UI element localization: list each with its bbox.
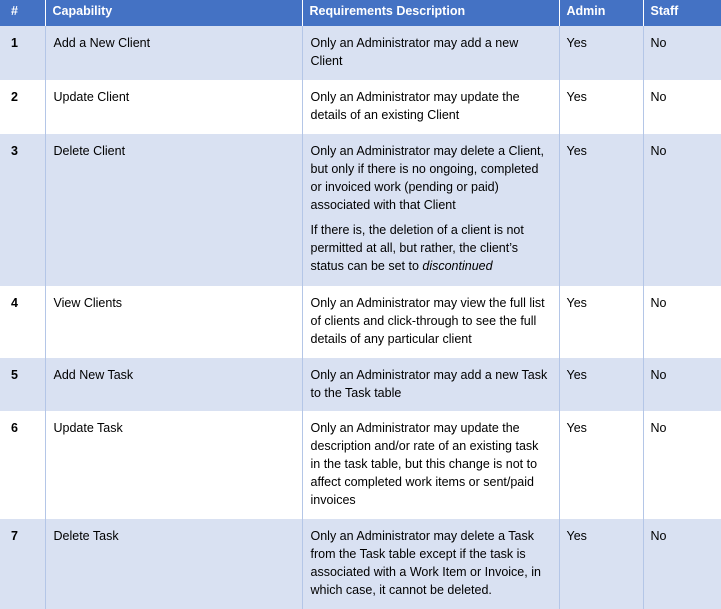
- row-number: 5: [0, 358, 45, 411]
- row-capability: Update Task: [45, 411, 302, 519]
- row-admin: Yes: [559, 519, 643, 609]
- row-staff: No: [643, 519, 721, 609]
- description-paragraph: Only an Administrator may add a new Client: [310, 36, 519, 68]
- table-row: [0, 411, 721, 519]
- header-staff: Staff: [643, 0, 721, 26]
- table-body: [0, 26, 721, 609]
- row-admin: Yes: [559, 134, 643, 286]
- row-admin: Yes: [559, 26, 643, 80]
- row-admin: Yes: [559, 358, 643, 411]
- table-row: [0, 358, 721, 411]
- header-requirements-description: Requirements Description: [302, 0, 559, 26]
- table-row: [0, 80, 721, 134]
- description-paragraph: Only an Administrator may update the description and/or rate of an existing task in the task table, but this change is not to affect completed work items or sent/paid invoices: [310, 421, 539, 507]
- table-row: [0, 519, 721, 609]
- header-admin: Admin: [559, 0, 643, 26]
- row-number: 2: [0, 80, 45, 134]
- row-capability: Update Client: [45, 80, 302, 134]
- row-number: 4: [0, 286, 45, 358]
- row-admin: Yes: [559, 286, 643, 358]
- table-row: [0, 286, 721, 358]
- description-paragraph: Only an Administrator may update the details of an existing Client: [310, 90, 520, 122]
- row-number: 6: [0, 411, 45, 519]
- row-staff: No: [643, 26, 721, 80]
- row-description: [302, 358, 559, 411]
- row-number: 1: [0, 26, 45, 80]
- description-paragraph: Only an Administrator may add a new Task to the Task table: [310, 368, 548, 400]
- header-row: [0, 0, 721, 26]
- header-number: #: [0, 0, 45, 26]
- row-number: 7: [0, 519, 45, 609]
- row-capability: Delete Client: [45, 134, 302, 286]
- row-description: [302, 411, 559, 519]
- description-paragraph: Only an Administrator may delete a Task from the Task table except if the task is associated with a Work Item or Invoice, in which case, it cannot be deleted.: [310, 529, 541, 597]
- row-staff: No: [643, 411, 721, 519]
- row-staff: No: [643, 286, 721, 358]
- description-paragraph: [311, 221, 552, 275]
- row-description: [302, 80, 559, 134]
- description-emphasis: discontinued: [422, 259, 493, 273]
- description-text: If there is, the deletion of a client is not permitted at all, but rather, the client’s status can be set to: [310, 223, 524, 273]
- row-description: [302, 286, 559, 358]
- row-description: [302, 519, 559, 609]
- row-staff: No: [643, 358, 721, 411]
- row-capability: Add a New Client: [45, 26, 302, 80]
- row-number: 3: [0, 134, 45, 286]
- row-capability: Delete Task: [45, 519, 302, 609]
- row-admin: Yes: [559, 80, 643, 134]
- header-capability: Capability: [45, 0, 302, 26]
- row-staff: No: [643, 80, 721, 134]
- row-staff: No: [643, 134, 721, 286]
- description-paragraph: Only an Administrator may view the full list of clients and click-through to see the full details of any particular client: [310, 296, 545, 346]
- row-description: [302, 26, 559, 80]
- row-admin: Yes: [559, 411, 643, 519]
- description-paragraph: Only an Administrator may delete a Client, but only if there is no ongoing, completed or invoiced work (pending or paid) associated with that Client: [310, 144, 544, 212]
- table-row: [0, 26, 721, 80]
- row-capability: Add New Task: [45, 358, 302, 411]
- row-capability: View Clients: [45, 286, 302, 358]
- table-header: [0, 0, 721, 26]
- table-row: [0, 134, 721, 286]
- row-description: [302, 134, 559, 286]
